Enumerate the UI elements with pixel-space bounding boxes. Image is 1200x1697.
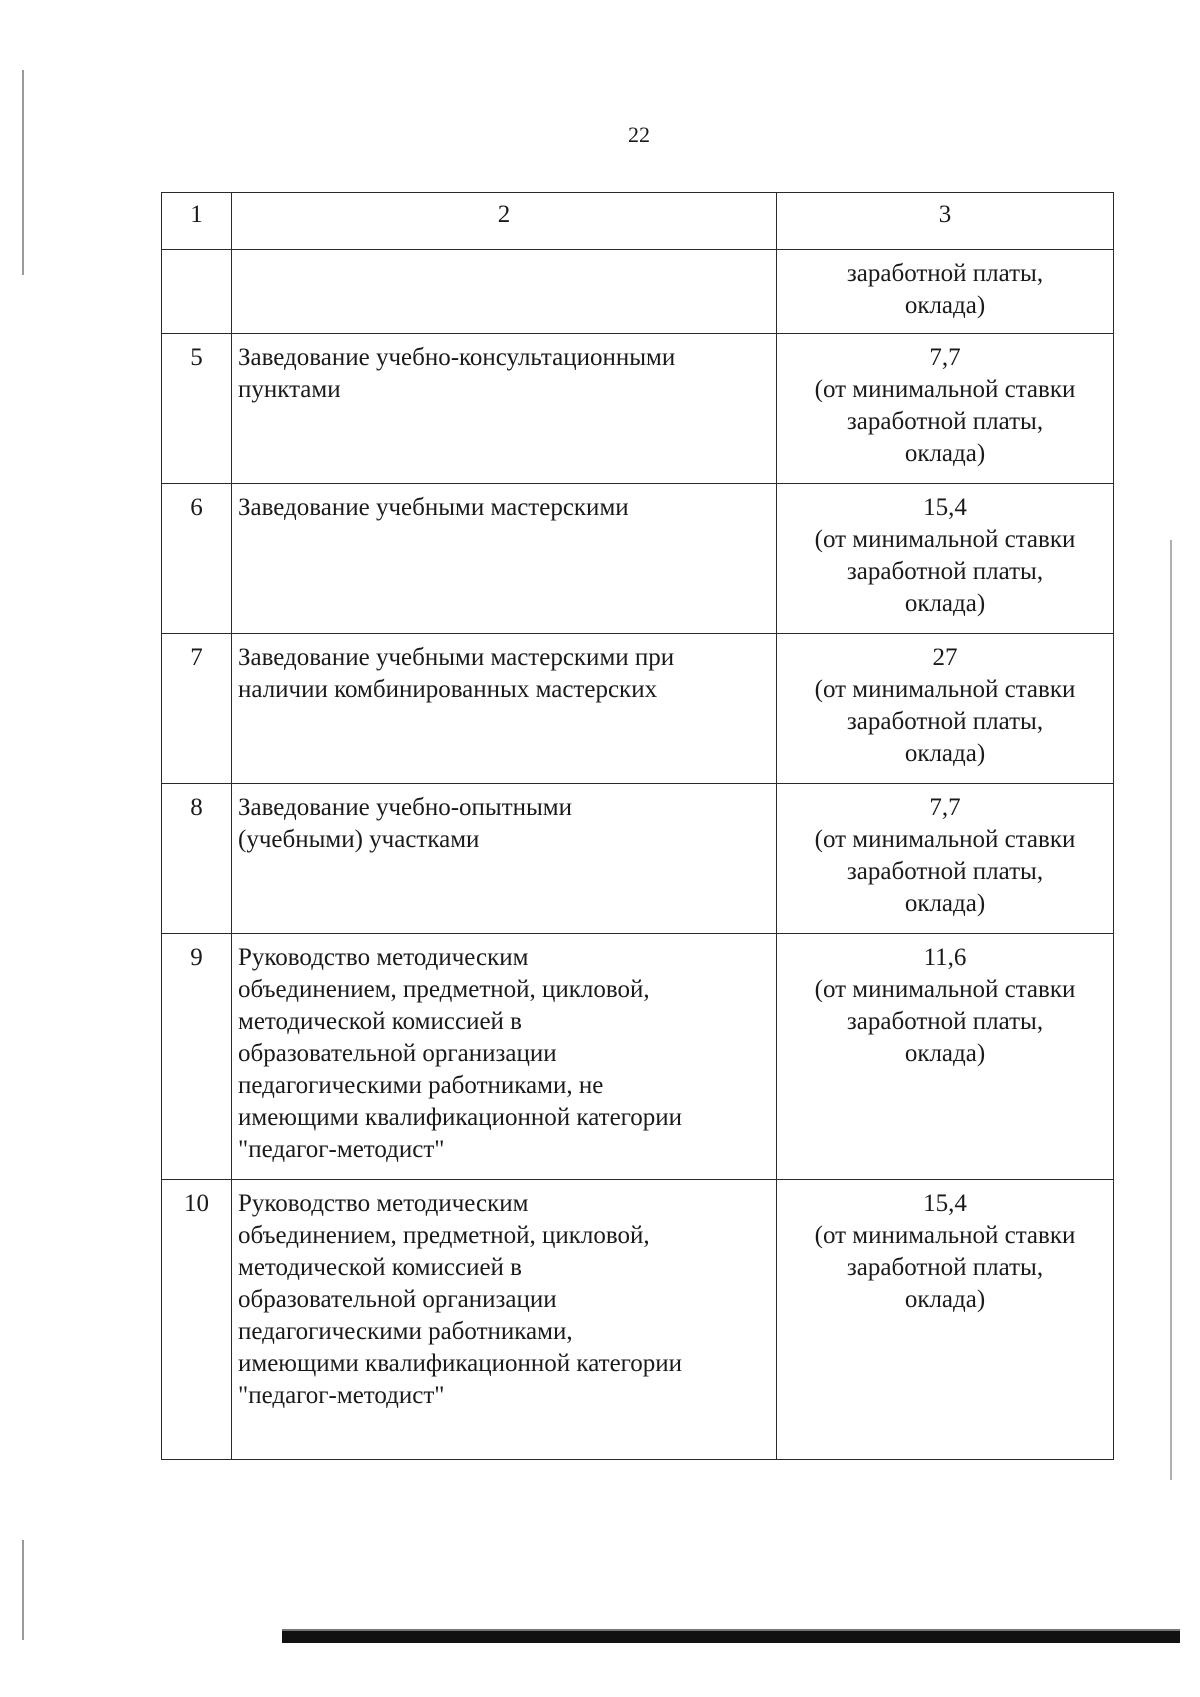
row-description [232,934,777,1180]
value-line: (от минимальной ставки [814,676,1076,703]
row-rate-value [777,934,1114,1180]
description-line: педагогическими работниками, не [238,1072,604,1099]
value-line: (от минимальной ставки [814,976,1076,1003]
value-line: заработной платы, [846,708,1044,735]
value-line: 27 [932,644,958,671]
column-number-row [162,193,1114,250]
row-number: 7 [162,634,232,784]
row-rate-value [777,1180,1114,1460]
continuation-value-cell [777,250,1114,334]
description-line: пунктами [238,376,341,403]
value-line: заработной платы, [846,1254,1044,1281]
continuation-num-cell [162,250,232,334]
description-line: Заведование учебно-консультационными [238,344,676,371]
value-line: оклада) [904,440,986,467]
description-line: педагогическими работниками, [238,1318,573,1345]
description-line: объединением, предметной, цикловой, [238,976,650,1003]
value-line: 11,6 [923,944,967,971]
value-line: 7,7 [929,794,961,821]
description-line: Заведование учебно-опытными [238,794,573,821]
row-rate-value [777,634,1114,784]
row-rate-value [777,334,1114,484]
row-description [232,484,777,634]
value-line: заработной платы, [846,558,1044,585]
value-line: оклада) [904,1040,986,1067]
value-line: оклада) [904,590,986,617]
row-description [232,634,777,784]
table-row [162,484,1114,634]
value-line: (от минимальной ставки [814,1222,1076,1249]
value-line: 7,7 [929,344,961,371]
value-line: оклада) [904,292,986,319]
row-number: 6 [162,484,232,634]
description-line: образовательной организации [238,1286,557,1313]
description-line: Заведование учебными мастерскими при [238,644,675,671]
description-line: наличии комбинированных мастерских [238,676,658,703]
scan-edge-right [1170,540,1172,1480]
rates-table [161,192,1114,1460]
table-row [162,634,1114,784]
description-line: "педагог-методист" [238,1136,445,1163]
row-number: 5 [162,334,232,484]
value-line: оклада) [904,740,986,767]
row-description [232,334,777,484]
value-line: оклада) [904,890,986,917]
page-number: 22 [628,122,650,147]
description-line: методической комиссией в [238,1008,522,1035]
scan-bottom-bar [282,1631,1180,1643]
continuation-name-cell [232,250,777,334]
description-line: "педагог-методист" [238,1382,445,1409]
description-line: Руководство методическим [238,1190,529,1217]
value-line: (от минимальной ставки [814,376,1076,403]
value-line: заработной платы, [846,260,1044,287]
description-line: имеющими квалификационной категории [238,1350,683,1377]
row-number: 10 [162,1180,232,1460]
value-line: заработной платы, [846,858,1044,885]
row-number: 8 [162,784,232,934]
description-line: имеющими квалификационной категории [238,1104,683,1131]
row-description [232,1180,777,1460]
description-line: Руководство методическим [238,944,529,971]
description-line: методической комиссией в [238,1254,522,1281]
value-line: оклада) [904,1286,986,1313]
description-line: объединением, предметной, цикловой, [238,1222,650,1249]
description-line: (учебными) участками [238,826,480,853]
value-line: (от минимальной ставки [814,826,1076,853]
row-number: 9 [162,934,232,1180]
continuation-row [162,250,1114,334]
scan-edge-left-top [22,70,24,275]
table-row [162,784,1114,934]
description-line: Заведование учебными мастерскими [238,494,629,521]
table-row [162,934,1114,1180]
value-line: 15,4 [923,1190,967,1217]
scan-edge-left-bottom [22,1540,24,1640]
table-row [162,334,1114,484]
column-number-1: 1 [162,193,232,250]
value-line: заработной платы, [846,408,1044,435]
column-number-3: 3 [777,193,1114,250]
value-line: заработной платы, [846,1008,1044,1035]
column-number-2: 2 [232,193,777,250]
table-row [162,1180,1114,1460]
row-description [232,784,777,934]
value-line: 15,4 [923,494,967,521]
description-line: образовательной организации [238,1040,557,1067]
value-line: (от минимальной ставки [814,526,1076,553]
row-rate-value [777,484,1114,634]
row-rate-value [777,784,1114,934]
